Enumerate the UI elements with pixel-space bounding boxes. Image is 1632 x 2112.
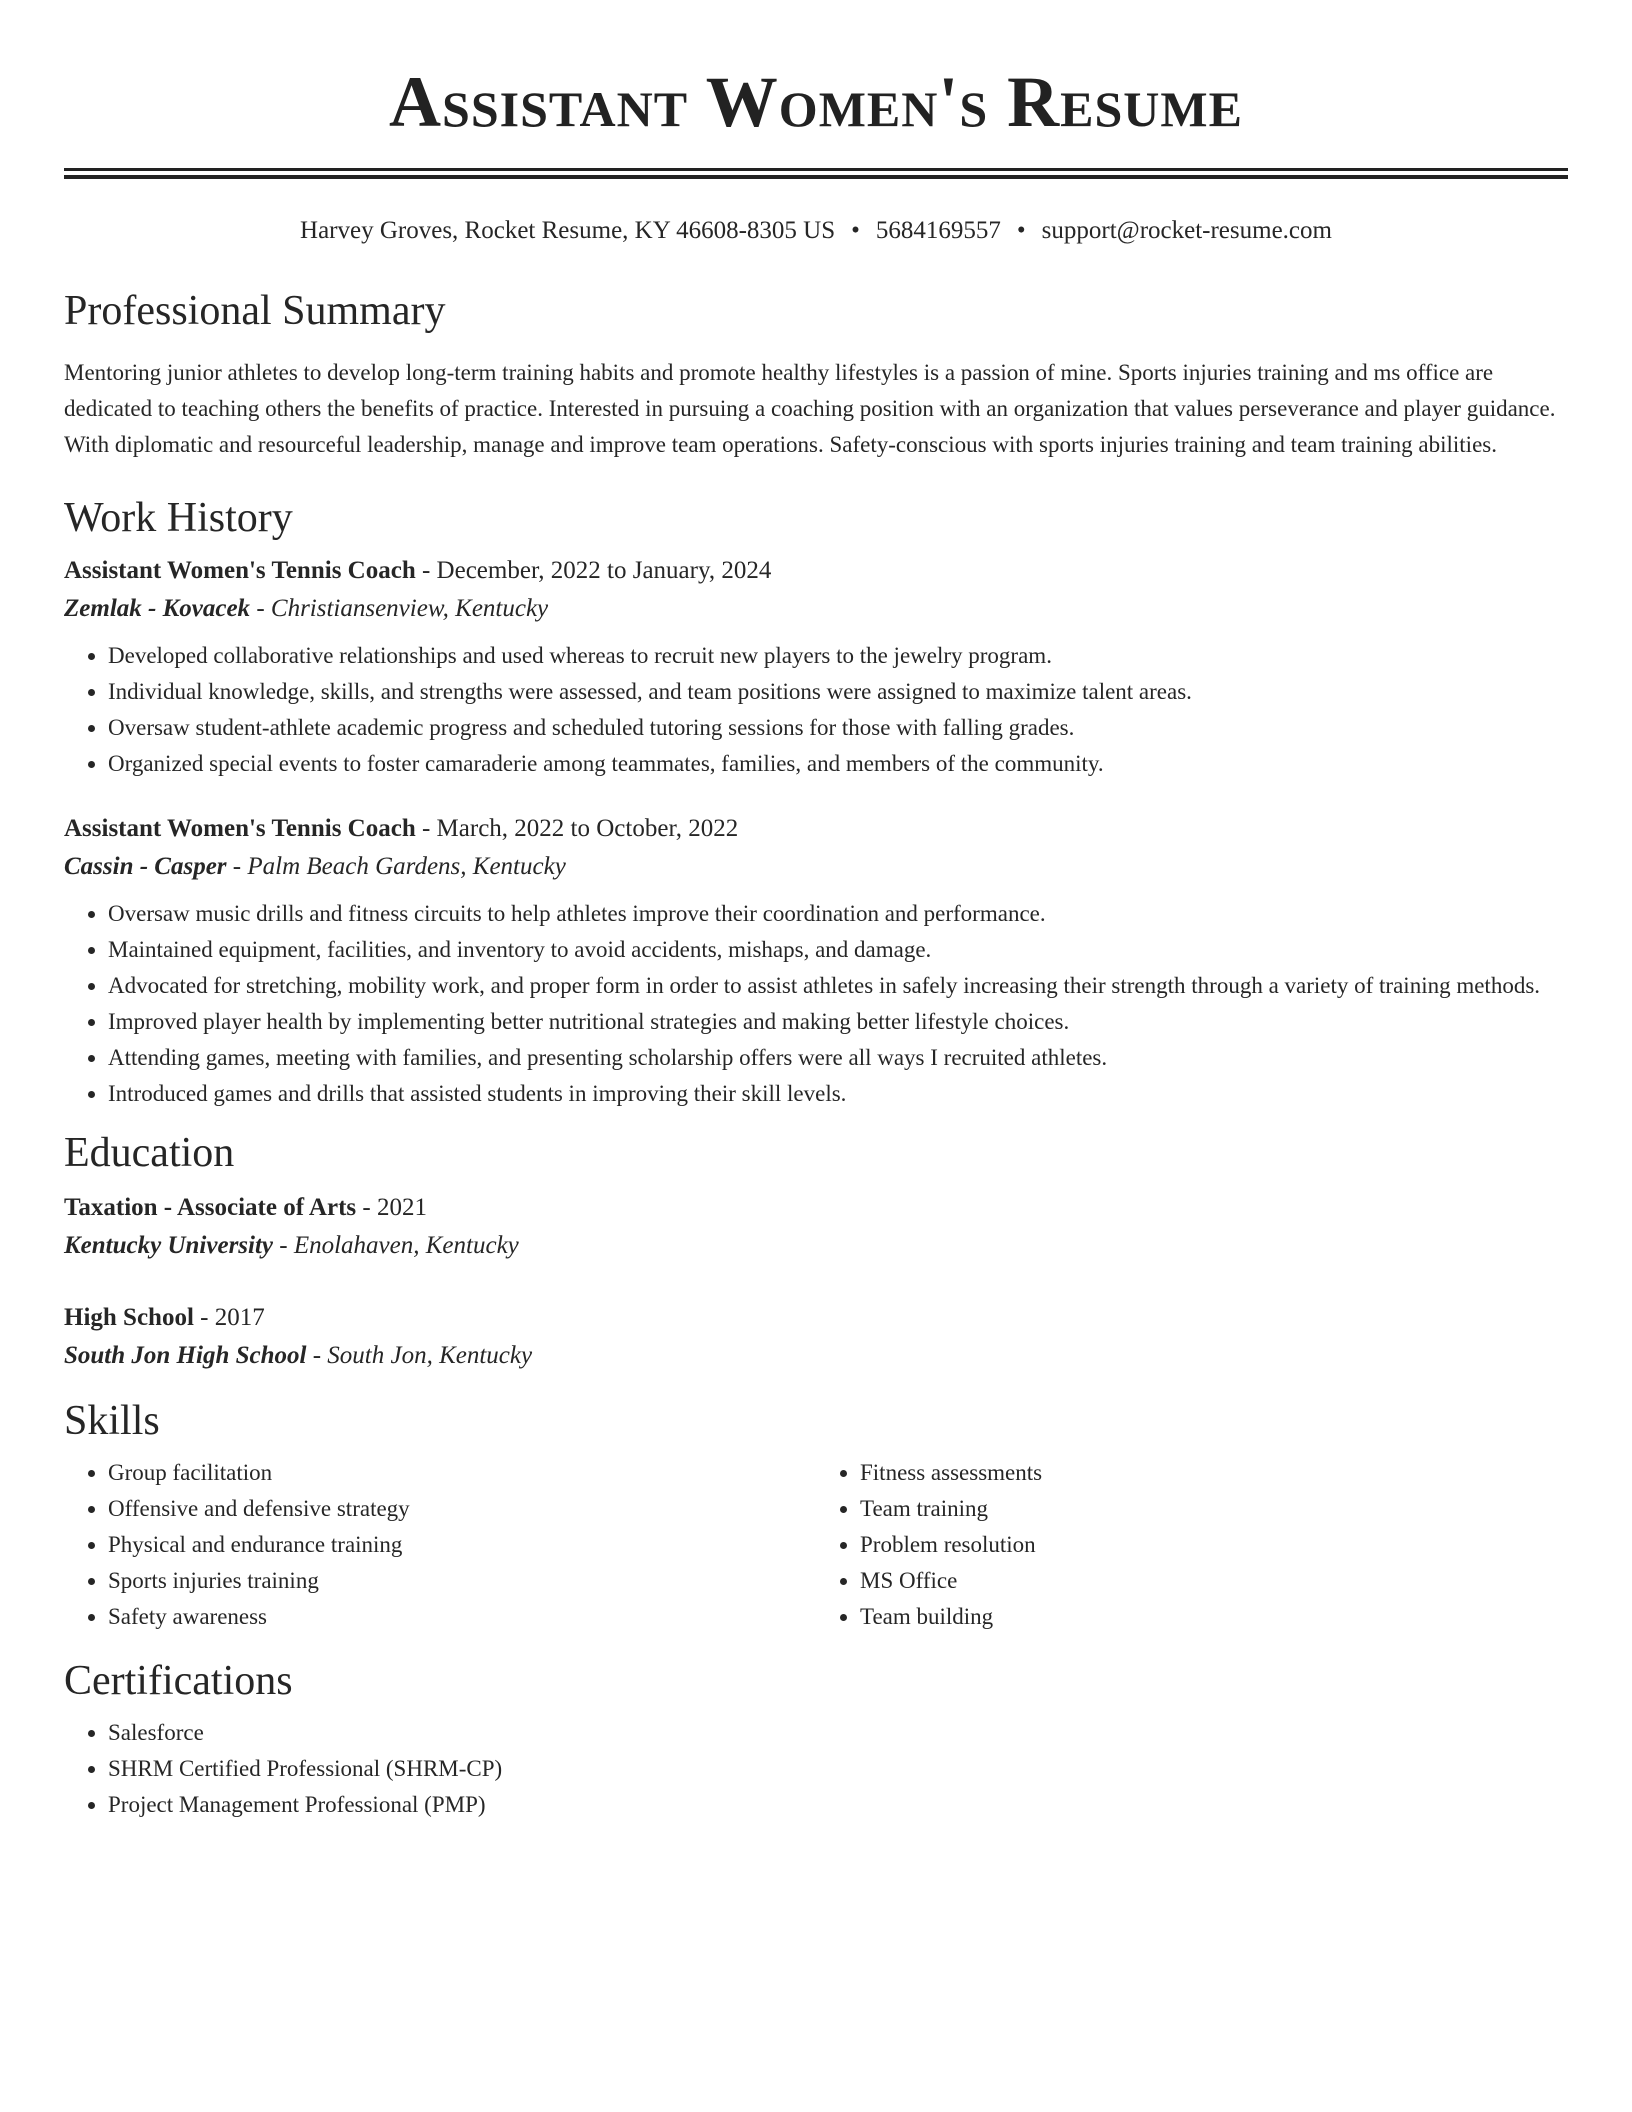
skill-item: • Safety awareness: [108, 1599, 816, 1635]
job-dates: - March, 2022 to October, 2022: [415, 815, 739, 842]
contact-separator: •: [851, 217, 860, 244]
company-location: - Palm Beach Gardens, Kentucky: [226, 853, 566, 880]
job-bullet: • Oversaw student-athlete academic progress and scheduled tutoring sessions for those with falling grades.: [108, 710, 1568, 746]
job-bullet: • Developed collaborative relationships and used whereas to recruit new players to the jewelry program.: [108, 638, 1568, 674]
skill-item: • Physical and endurance training: [108, 1527, 816, 1563]
skill-item: • Team building: [860, 1599, 1568, 1635]
company-line: [64, 590, 1568, 628]
contact-address: Harvey Groves, Rocket Resume, KY 46608-8305 US: [300, 217, 836, 244]
job-bullet: • Individual knowledge, skills, and strengths were assessed, and team positions were assigned to maximize talent areas.: [108, 674, 1568, 710]
skills-column-left: [64, 1455, 816, 1635]
job-entry: [64, 552, 1568, 782]
title-divider: [64, 168, 1568, 179]
skill-item: • Fitness assessments: [860, 1455, 1568, 1491]
contact-email: support@rocket-resume.com: [1041, 217, 1332, 244]
graduation-year: - 2017: [193, 1304, 265, 1331]
job-title: Assistant Women's Tennis Coach: [64, 815, 416, 842]
school-name: Kentucky University: [64, 1232, 274, 1259]
graduation-year: - 2021: [356, 1194, 427, 1221]
certification-item: • Salesforce: [108, 1715, 1568, 1751]
skill-item: • Group facilitation: [108, 1455, 816, 1491]
contact-phone: 5684169557: [875, 217, 1001, 244]
skill-item: • Team training: [860, 1491, 1568, 1527]
school-location: - South Jon, Kentucky: [306, 1342, 533, 1369]
job-entry: [64, 810, 1568, 1112]
job-bullets: [64, 896, 1568, 1112]
school-name: South Jon High School: [64, 1342, 307, 1369]
certification-item: • Project Management Professional (PMP): [108, 1787, 1568, 1823]
company-location: - Christiansenview, Kentucky: [250, 595, 549, 622]
summary-text: Mentoring junior athletes to develop long-term training habits and promote healthy lifestyles is a passion of mine. Sports injuries training and ms office are dedicated to teaching others the benefits of practice. Interested in pursuing a coaching position with an organization that values perseverance and player guidance. With diplomatic and resourceful leadership, manage and improve team operations. Safety-conscious with sports injuries training and team training abilities.: [64, 360, 1556, 457]
certifications-heading: Certifications: [64, 1658, 293, 1704]
job-bullet: • Oversaw music drills and fitness circuits to help athletes improve their coordination and performance.: [108, 896, 1568, 932]
degree-line: [64, 1299, 1568, 1337]
work-history-heading: Work History: [64, 495, 293, 541]
school-location: - Enolahaven, Kentucky: [273, 1232, 519, 1259]
skill-item: • Sports injuries training: [108, 1563, 816, 1599]
job-dates: - December, 2022 to January, 2024: [415, 557, 772, 584]
skills-heading: Skills: [64, 1398, 160, 1444]
job-bullet: • Improved player health by implementing better nutritional strategies and making better lifestyle choices.: [108, 1004, 1568, 1040]
education-entry: [64, 1189, 1568, 1265]
resume-title: Assistant Women's Resume: [389, 62, 1243, 142]
skill-item: • MS Office: [860, 1563, 1568, 1599]
school-line: [64, 1337, 1568, 1375]
school-line: [64, 1227, 1568, 1265]
job-bullet: • Introduced games and drills that assisted students in improving their skill levels.: [108, 1076, 1568, 1112]
degree: High School: [64, 1304, 194, 1331]
education-entry: [64, 1299, 1568, 1375]
skill-item: • Problem resolution: [860, 1527, 1568, 1563]
summary-heading: Professional Summary: [64, 288, 446, 334]
skill-item: • Offensive and defensive strategy: [108, 1491, 816, 1527]
job-bullet: • Maintained equipment, facilities, and inventory to avoid accidents, mishaps, and damage.: [108, 932, 1568, 968]
certifications-list: [64, 1715, 1568, 1823]
job-title-line: [64, 810, 1568, 848]
job-bullet: • Advocated for stretching, mobility work, and proper form in order to assist athletes in safely increasing their strength through a variety of training methods.: [108, 968, 1568, 1004]
job-bullet: • Attending games, meeting with families, and presenting scholarship offers were all ways I recruited athletes.: [108, 1040, 1568, 1076]
company-name: Zemlak - Kovacek: [64, 595, 251, 622]
company-line: [64, 848, 1568, 886]
degree: Taxation - Associate of Arts: [64, 1194, 357, 1221]
degree-line: [64, 1189, 1568, 1227]
skills-grid: [64, 1455, 1568, 1635]
certification-item: • SHRM Certified Professional (SHRM-CP): [108, 1751, 1568, 1787]
company-name: Cassin - Casper: [64, 853, 227, 880]
job-title-line: [64, 552, 1568, 590]
contact-line: [64, 215, 1568, 247]
contact-separator: •: [1016, 217, 1026, 244]
skills-column-right: [816, 1455, 1568, 1635]
education-heading: Education: [64, 1130, 235, 1176]
job-bullet: • Organized special events to foster camaraderie among teammates, families, and members of the community.: [108, 746, 1568, 782]
job-title: Assistant Women's Tennis Coach: [64, 557, 416, 584]
job-bullets: [64, 638, 1568, 782]
